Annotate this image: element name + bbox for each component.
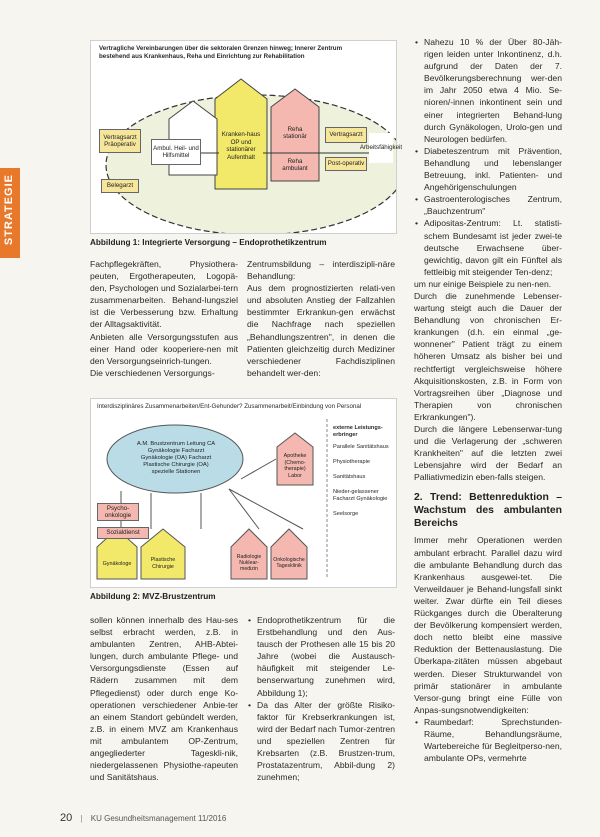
figure-1-caption: Abbildung 1: Integrierte Versorgung – Endoprothetikzentrum [90,238,327,247]
external-provider: Nieder-gelassener Facharzt Gynäkologie [333,489,388,502]
brustzentrum-box: A.M. Brustzentrum Leitung CA Gynäkologie Facharzt Gynäkologie (OA) Facharzt Plastische Chirurgie (OA) spezielle Stationen [136,440,216,475]
list-item: • Adipositas-Zentrum: Lt. statisti-schem Bundesamt ist jeder zwei-te deutsche Erwachsene über-gewichtig, davon gilt ein Fünftel als fettleibig mit steigender Ten-denz; [424,217,562,277]
paragraph: Anbieten alle Versorgungsstufen aus einer Hand oder kooperiere-nen mit den Versorgungseinrich-tungen. [90,331,238,366]
external-provider: Sanitätshaus [333,474,366,480]
plastische-box: Plastische Chirurgie [150,556,176,570]
paragraph: Die verschiedenen Versorgungs- [90,367,215,378]
figure-2-header: Interdisziplinäres Zusammenarbeiten/Ent-Gehunder? Zusammenarbeit/Einbindung von Personal [97,403,362,410]
column-2-upper-text [247,258,395,379]
paragraph: Durch die längere Lebenserwar-tung und die Verlagerung der „schweren Krankheiten" auf die letzten zwei Lebensjahre wird der Bedarf an Palliativmedizin eben-falls steigen. [414,424,562,483]
figure-2 [90,398,397,588]
vertragsarzt-praeoperativ-box: Vertragsarzt Präoperativ [99,129,141,153]
list-item: • Raumbedarf: Sprechstunden-Räume, Behandlungsräume, Wartebereiche für Begleitperso-nen, ambulante OPs, vermehrte [424,716,562,764]
vertragsarzt-post-box: Vertragsarzt [325,127,367,143]
list-item: • Diabeteszentrum mit Prävention, Behandlung und lebenslanger Betreuung, inkl. Patienten- und Angehörigenschulungen [424,145,562,193]
column-2-lower-text [247,614,395,783]
arbeitsfaehigkeit-box: Arbeitsfähigkeit [369,133,393,163]
paragraph: Zentrumsbildung – interdiszipli-näre Behandlung: [247,259,395,282]
column-1-upper-text [90,258,238,379]
section-tab-label: STRATEGIE [3,174,15,246]
figure-2-caption: Abbildung 2: MVZ-Brustzentrum [90,592,216,601]
ambulante-heilmittel-box: Ambul. Heil- und Hilfsmittel [151,139,201,165]
paragraph: Durch die zunehmende Lebenser-wartung steigt auch die Dauer der Behandlung von chronischen Er-krankungen (d.h. ein einmal „ge-wonnener" Patient trägt zu einem höheren Umsatz als bisher bei und rechtfertigt vergleichsweise höhere Akquisitionskosten, z.B. in Form von Vortragsreihen über „Diagnose und Therapien von chronischen Erkrankungen"). [414,290,562,422]
column-1-lower-text: sollen können innerhalb des Hau-ses selbst erbracht werden, z.B. in ambulanten Zentren, AHB-Abtei-lungen, durch ambulante Pflege- und Versorgungsdienste (Essen auf Rädern zusammen mit dem Pflegedienst) oder durch enge Ko-operationen verschiedener Anbie-ter an einem Standort gebündelt werden, z.B. in einem MVZ am Krankenhaus mit ambulantem OP-Zentrum, angegliederter Tageskli-nik, niedergelassenen Physiothe-rapeuten und Sanitätshaus. [90,615,238,783]
post-operativ-box: Post-operativ [325,157,367,171]
reha-ambulant-box: Reha ambulant [275,157,315,173]
belegarzt-box: Belegarzt [101,179,139,193]
gynaekologe-box: Gynäkologe [102,561,132,568]
list-item: • Endoprothetikzentrum für die Erstbehandlung und den Aus-tausch der Prothesen alle 15 bis 20 Jahre (wobei die Austausch-häufigkeit mit steigender Le-benserwartung zunehmen wird, Abbildung 1); [257,614,395,699]
journal-name: KU Gesundheitsmanagement 11/2016 [90,814,227,823]
paragraph: Aus dem prognostizierten relati-ven und absoluten Anstieg der Fallzahlen bestimmter Erkrankun-gen erwächst die Nachfrage nach speziellen „Behandlungszentren", in denen die Patienten gleichzeitig durch Mediziner verschiedener Fachdisziplinen behandelt wer-den: [247,283,395,378]
list-item: • Nahezu 10 % der Über 80-Jäh-rigen leiden unter Inkontinenz, d.h. aufgrund der Daten der 7. Bevölkerungsberechnung wer-den im Jahr 2050 etwa 4 Mio. Se-nioren/-innen inkontinent sein und einer integrierten Behand-lung durch Gynäkologen, Urolo-gen und Neurologen bedürfen. [424,36,562,145]
paragraph: um nur einige Beispiele zu nen-nen. [414,278,552,289]
reha-stationaer-box: Reha stationär [275,125,315,141]
list-item: • Da das Alter der größte Risiko-faktor für Krebserkrankungen ist, wird der Bedarf nach Tumor-zentren und speziellen Zentren für Krebsarten (z.B. Brustzen-trum, Prostatazentrum, Abbil-dung 2) zunehmen; [257,699,395,784]
onkologische-box: Onkologische Tagesklinik [273,556,305,569]
radiologie-box: Radiologie Nuklear-medizin [236,553,262,573]
list-item: • Gastroenterologisches Zentrum, „Bauchzentrum" [424,193,562,217]
paragraph: Fachpflegekräften, Physiothera-peuten, Ergotherapeuten, Logopä-den, Psychologen und Sozialarbei-tern zusammenarbeiten. Behand-lungsziel ist die Verbesserung bzw. Erhaltung der Alltagsaktivität. [90,259,238,330]
section-tab [0,168,20,258]
column-3-text [414,36,562,764]
page-footer: 20 | KU Gesundheitsmanagement 11/2016 [60,812,227,824]
paragraph: Immer mehr Operationen werden ambulant erbracht. Parallel dazu wird die ambulante Behandlung durch das Krankenhaus ausgewei-tet. Die Verweildauer je Behand-lungsfall sinkt weiter. Zwar dürfte ein Teil dieses Rückganges durch die Überalterung der Bevölkerung kompensiert werden, doch netto bleibt eine massive Reduktion der Bettenauslastung. Die Überkapa-zitäten müssen abgebaut werden. Dieser Strukturwandel von primär stationärer in ambulante Versor-gung bringt eine Fülle von Anpas-sungsnotwendigkeiten: [414,535,562,715]
external-provider: externe Leistungs-erbringer [333,425,383,438]
external-providers-list [333,425,393,518]
figure-1 [90,40,403,234]
apotheke-box: Apotheke (Chemo-therapie) Labor [283,453,307,479]
sozialdienst-box: Sozialdienst [97,527,149,539]
page-number: 20 [60,812,73,824]
external-provider: Seelsorge [333,511,359,517]
psychoonkologie-box: Psycho-onkologie [97,503,139,521]
external-provider: Parallele Sanitätshaus [333,444,389,450]
krankenhaus-box: Kranken-haus OP und stationärer Aufenthalt [219,123,263,169]
external-provider: Physiotherapie [333,459,371,465]
section-heading: 2. Trend: Bettenreduktion – Wachstum des ambulanten Bereichs [414,492,562,530]
figure-1-header: Vertragliche Vereinbarungen über die sektoralen Grenzen hinweg; Innerer Zentrum bestehend aus Krankenhaus, Reha und Einrichtung zur Rehabilitation [99,45,343,60]
